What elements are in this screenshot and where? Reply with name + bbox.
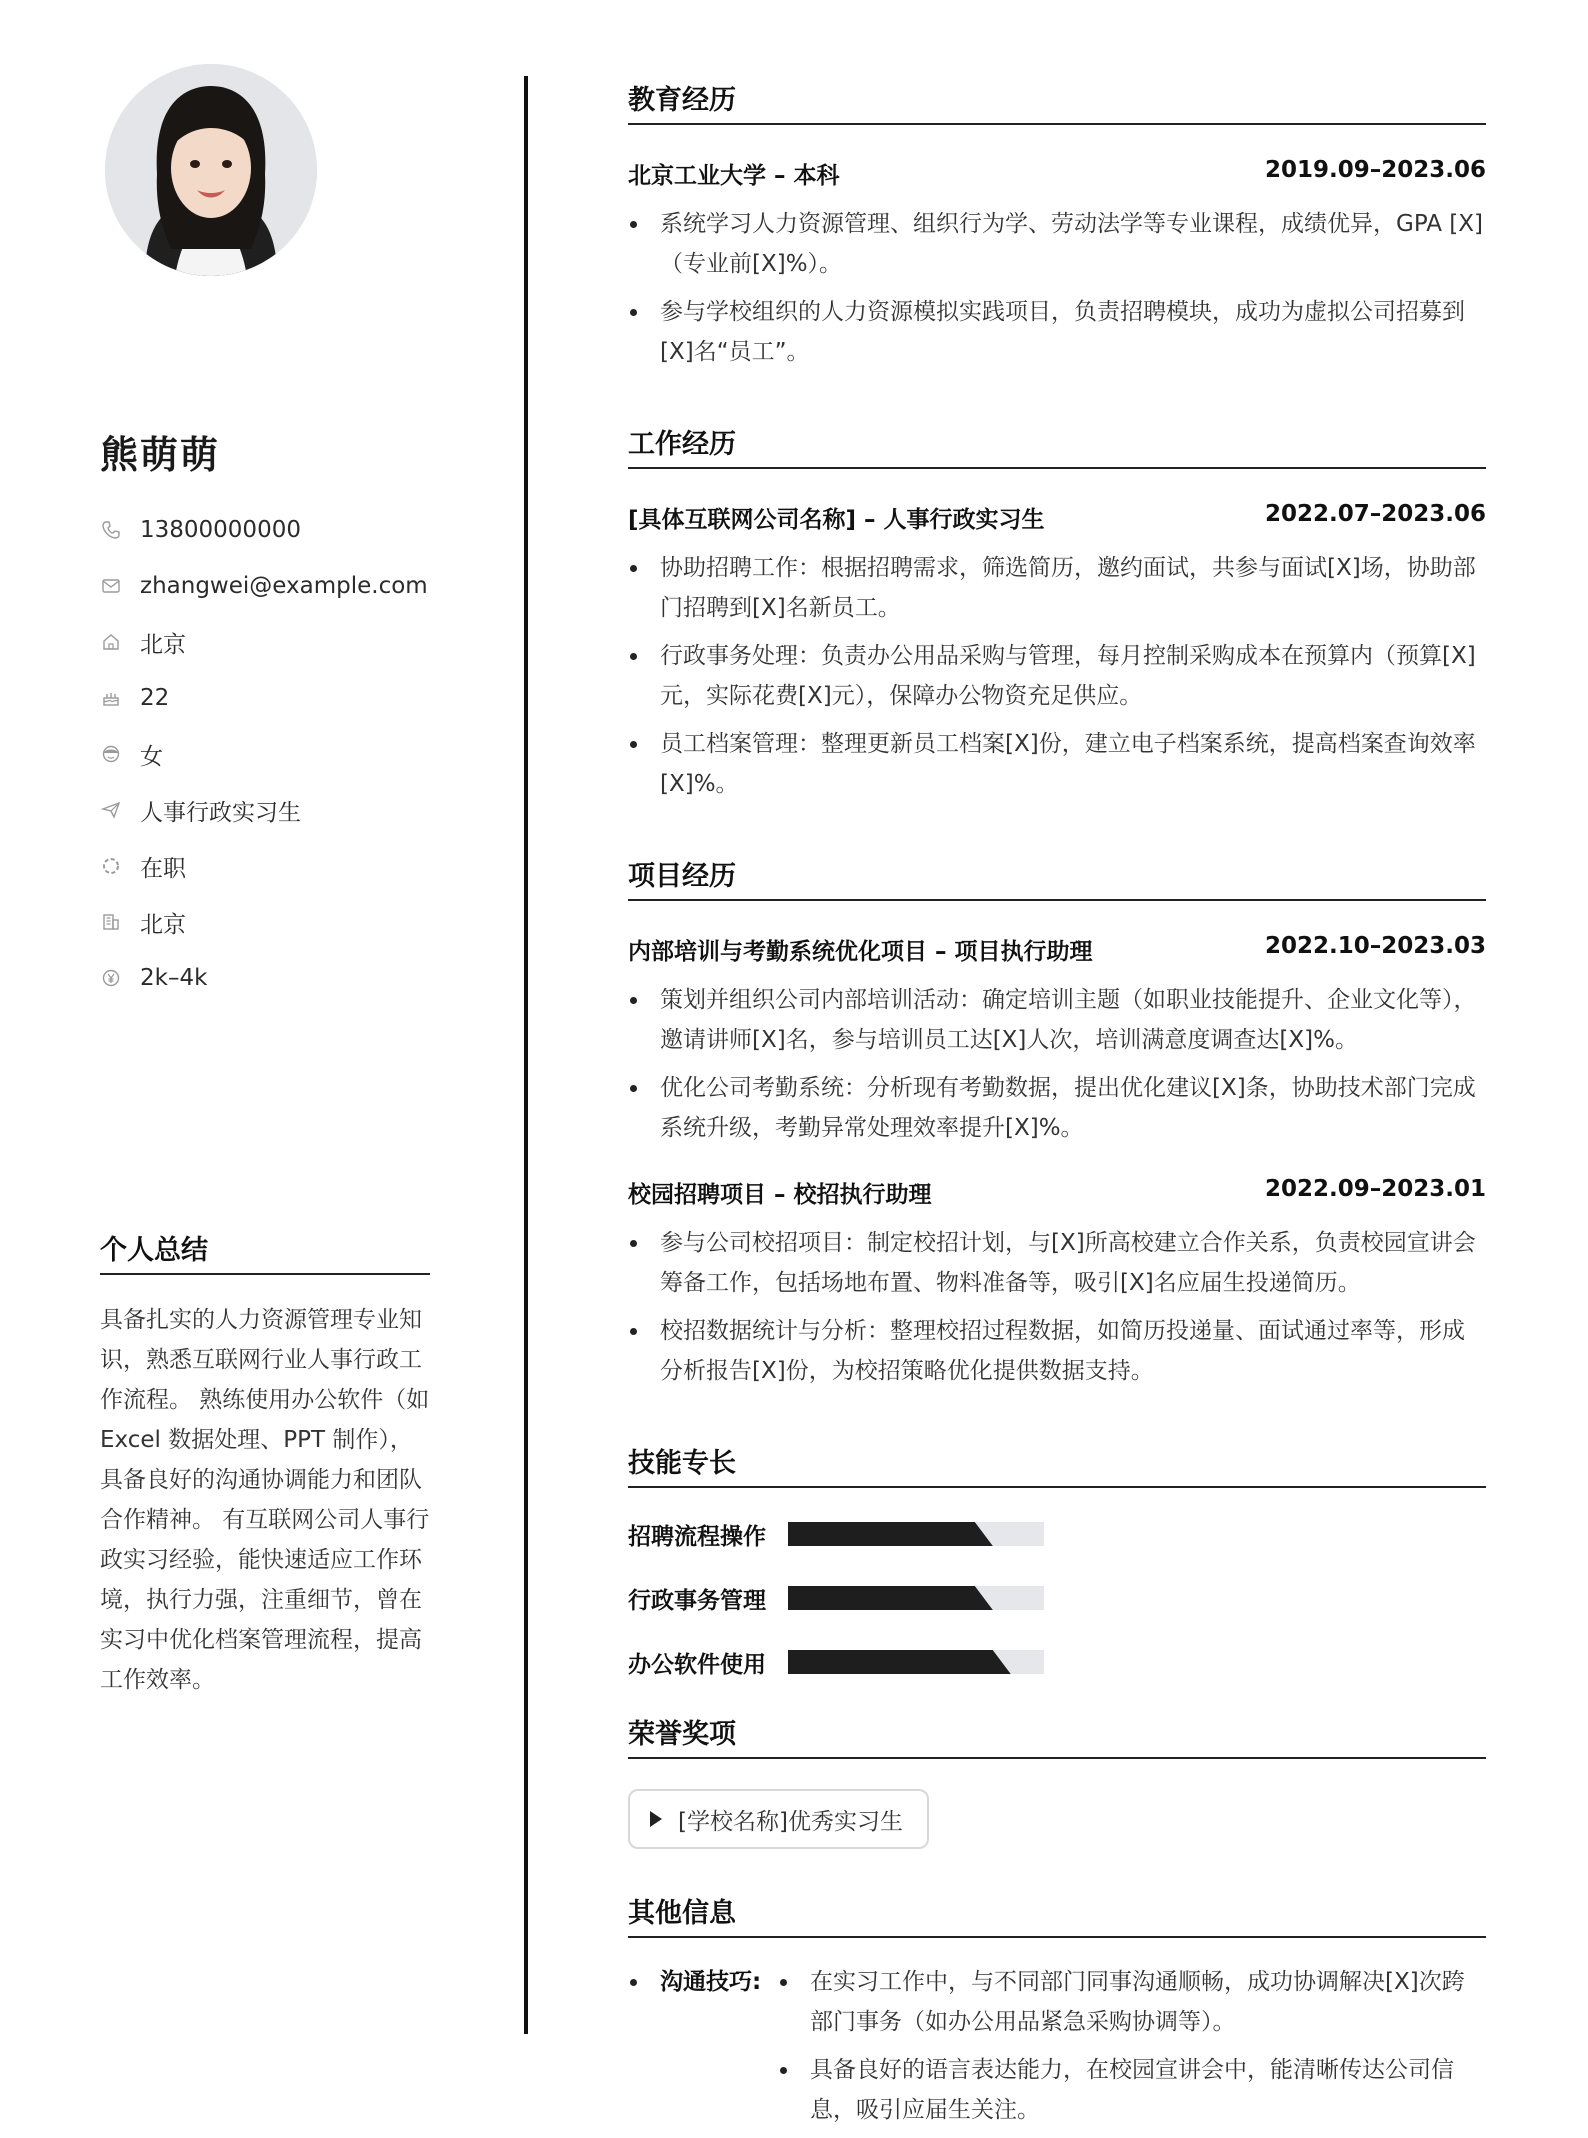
list-item: 具备良好的语言表达能力，在校园宣讲会中，能清晰传达公司信息，吸引应届生关注。 <box>778 2050 1486 2130</box>
skill-bar-fill <box>788 1650 1011 1674</box>
work-section <box>628 422 1486 804</box>
section-title-awards: 荣誉奖项 <box>628 1712 1486 1759</box>
projects-section <box>628 854 1486 1391</box>
skill-bar-fill <box>788 1586 993 1610</box>
info-row-phone <box>100 502 428 558</box>
award-item <box>628 1789 929 1849</box>
info-row-status <box>100 838 428 894</box>
project-entry-head-1 <box>628 933 1486 966</box>
skill-label: 招聘流程操作 <box>628 1523 766 1550</box>
age-text: 22 <box>140 685 170 711</box>
section-title-projects: 项目经历 <box>628 854 1486 901</box>
position-text: 人事行政实习生 <box>140 799 301 826</box>
list-item: 员工档案管理：整理更新员工档案[X]份，建立电子档案系统，提高档案查询效率[X]%。 <box>628 724 1486 804</box>
list-item: 在实习工作中，与不同部门同事沟通顺畅，成功协调解决[X]次跨部门事务（如办公用品紧急采购协调等）。 <box>778 1962 1486 2042</box>
skill-item <box>628 1578 1069 1618</box>
skill-item <box>628 1514 1069 1554</box>
phone-text: 13800000000 <box>140 517 301 543</box>
list-item: 策划并组织公司内部培训活动：确定培训主题（如职业技能提升、企业文化等），邀请讲师[X]名，参与培训员工达[X]人次，培训满意度调查达[X]%。 <box>628 980 1486 1060</box>
info-row-location <box>100 894 428 950</box>
paper-plane-icon <box>100 799 122 821</box>
entry-title: 校园招聘项目 – 校招执行助理 <box>628 1182 932 1208</box>
education-entry-head <box>628 157 1486 190</box>
portrait-image <box>105 64 317 276</box>
education-bullets <box>628 204 1486 372</box>
location-text: 北京 <box>140 911 186 938</box>
main-column <box>628 78 1486 2138</box>
info-row-position <box>100 782 428 838</box>
yen-icon <box>100 967 122 989</box>
list-item: 参与学校组织的人力资源模拟实践项目，负责招聘模块，成功为虚拟公司招募到[X]名“员工”。 <box>628 292 1486 372</box>
list-item: 优化公司考勤系统：分析现有考勤数据，提出优化建议[X]条，协助技术部门完成系统升级，考勤异常处理效率提升[X]%。 <box>628 1068 1486 1148</box>
entry-date: 2019.09–2023.06 <box>1264 157 1486 183</box>
project-entry-head-2 <box>628 1176 1486 1209</box>
skill-bar-fill <box>788 1522 993 1546</box>
info-row-city <box>100 614 428 670</box>
skill-bar <box>788 1522 1044 1546</box>
section-title-other: 其他信息 <box>628 1891 1486 1938</box>
face-icon <box>100 743 122 765</box>
entry-date: 2022.07–2023.06 <box>1264 501 1486 527</box>
email-text: zhangwei@example.com <box>140 573 428 599</box>
other-row <box>628 1962 1486 2138</box>
section-title-skills: 技能专长 <box>628 1441 1486 1488</box>
column-divider <box>524 76 528 2034</box>
building-icon <box>100 911 122 933</box>
summary-text: 具备扎实的人力资源管理专业知识，熟悉互联网行业人事行政工作流程。 熟练使用办公软件（如 Excel 数据处理、PPT 制作），具备良好的沟通协调能力和团队合作精神。 有互联网公司人事行政实习经验，能快速适应工作环境，执行力强，注重细节，曾在实习中优化档案管理流程，提高工作效率。 <box>100 1307 430 1693</box>
phone-icon <box>100 519 122 541</box>
list-item: 系统学习人力资源管理、组织行为学、劳动法学等专业课程，成绩优异，GPA [X]（专业前[X]%）。 <box>628 204 1486 284</box>
other-section <box>628 1891 1486 2138</box>
salary-text: 2k–4k <box>140 965 208 991</box>
contact-info-list <box>100 502 428 1006</box>
other-label: 沟通技巧: <box>628 1962 810 2138</box>
list-item: 校招数据统计与分析：整理校招过程数据，如简历投递量、面试通过率等，形成分析报告[X]份，为校招策略优化提供数据支持。 <box>628 1311 1486 1391</box>
entry-title: [具体互联网公司名称] – 人事行政实习生 <box>628 507 1045 533</box>
skills-section <box>628 1441 1486 1706</box>
other-bullets <box>810 1962 1486 2138</box>
entry-date: 2022.10–2023.03 <box>1264 933 1486 959</box>
entry-title: 内部培训与考勤系统优化项目 – 项目执行助理 <box>628 939 1093 965</box>
section-title-education: 教育经历 <box>628 78 1486 125</box>
info-row-gender <box>100 726 428 782</box>
project-bullets-2 <box>628 1223 1486 1391</box>
skill-bar <box>788 1586 1044 1610</box>
mail-icon <box>100 575 122 597</box>
entry-date: 2022.09–2023.01 <box>1264 1176 1486 1202</box>
awards-section <box>628 1712 1486 1849</box>
gender-text: 女 <box>140 743 163 770</box>
city-text: 北京 <box>140 631 186 658</box>
status-icon <box>100 855 122 877</box>
profile-name: 熊萌萌 <box>100 433 221 477</box>
project-bullets-1 <box>628 980 1486 1148</box>
award-text: [学校名称]优秀实习生 <box>678 1808 903 1835</box>
info-row-salary <box>100 950 428 1006</box>
home-icon <box>100 631 122 653</box>
list-item: 参与公司校招项目：制定校招计划，与[X]所高校建立合作关系，负责校园宣讲会筹备工作，包括场地布置、物料准备等，吸引[X]名应届生投递简历。 <box>628 1223 1486 1303</box>
skill-item <box>628 1642 1069 1682</box>
skill-label: 办公软件使用 <box>628 1651 766 1678</box>
section-title-work: 工作经历 <box>628 422 1486 469</box>
skill-bar <box>788 1650 1044 1674</box>
list-item: 协助招聘工作：根据招聘需求，筛选简历，邀约面试，共参与面试[X]场，协助部门招聘到[X]名新员工。 <box>628 548 1486 628</box>
info-row-age <box>100 670 428 726</box>
other-info <box>628 1962 1486 2138</box>
info-row-email <box>100 558 428 614</box>
avatar <box>105 64 317 276</box>
cake-icon <box>100 687 122 709</box>
work-entry-head <box>628 501 1486 534</box>
skills-grid <box>628 1514 1486 1706</box>
list-item: 行政事务处理：负责办公用品采购与管理，每月控制采购成本在预算内（预算[X]元，实际花费[X]元），保障办公物资充足供应。 <box>628 636 1486 716</box>
play-arrow-icon <box>650 1811 662 1827</box>
entry-title: 北京工业大学 – 本科 <box>628 163 840 189</box>
education-section <box>628 78 1486 372</box>
summary-title: 个人总结 <box>100 1228 430 1275</box>
status-text: 在职 <box>140 855 186 882</box>
skill-label: 行政事务管理 <box>628 1587 766 1614</box>
work-bullets <box>628 548 1486 804</box>
